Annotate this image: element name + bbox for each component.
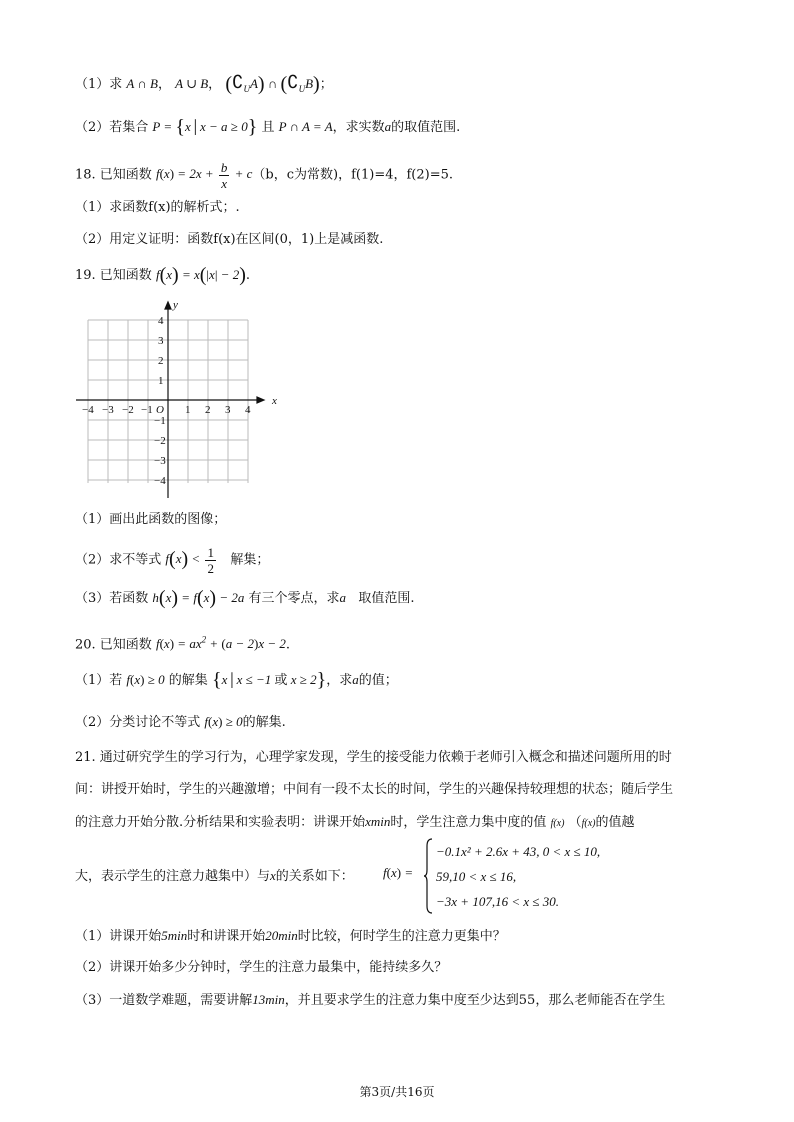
q19-part1: （1）画出此函数的图像； [75, 512, 227, 527]
math-h19: h(x) = f(x) − 2a [152, 587, 245, 609]
q21-part3: （3）一道数学难题，需要讲解13min，并且要求学生的注意力集中度至少达到55，那么老师能否在学生 [75, 992, 666, 1008]
math-set-p: P = {x│x − a ≥ 0} [152, 116, 258, 138]
q20-part1: （1）若 f(x) ≥ 0 的解集 {x│x ≤ −1 或 x ≥ 2}，求a的值； [75, 669, 398, 691]
q19-stem: 19. 已知函数 f(x) = x(|x| − 2). [75, 264, 251, 286]
y-tick-label: 1 [158, 375, 164, 387]
math-solution-set: {x│x ≤ −1 或 x ≥ 2} [211, 669, 327, 691]
piecewise-case-1: −0.1x² + 2.6x + 43, 0 < x ≤ 10, [436, 844, 601, 859]
math-ineq20b: f(x) ≥ 0 [204, 714, 243, 729]
y-tick-label: −3 [154, 455, 166, 467]
q21-part1: （1）讲课开始5min时和讲课开始20min时比较，何时学生的注意力更集中？ [75, 928, 506, 944]
y-tick-label: −4 [154, 475, 166, 487]
q18-part2: （2）用定义证明：函数f(x)在区间(0，1)上是减函数. [75, 232, 384, 247]
q21-line3: 的注意力开始分散.分析结果和实验表明：讲课开始xmin时，学生注意力集中度的值 f(x) （f(x)的值越 [75, 814, 635, 830]
q21-part2: （2）讲课开始多少分钟时，学生的注意力最集中，能持续多久？ [75, 960, 448, 975]
piecewise-brace [423, 838, 433, 914]
math-ineq20: f(x) ≥ 0 [126, 672, 165, 687]
q20-part2: （2）分类讨论不等式 f(x) ≥ 0的解集. [75, 714, 286, 730]
y-axis-arrow [165, 302, 171, 309]
math-complement-intersection: $(∁_UA)$ ∩ $(∁_UB)$ [225, 72, 320, 95]
y-tick-label: 3 [158, 335, 164, 347]
coordinate-grid [74, 298, 284, 503]
q17-part2: （2）若集合 P = {x│x − a ≥ 0} 且 P ∩ A = A，求实数a的取值范围. [75, 116, 461, 138]
math-f18: f(x) = 2x + $\frac{b}{x}$ + c [155, 160, 253, 191]
q18-stem: 18. 已知函数 f(x) = 2x + $\frac{b}{x}$ + c（b，c为常数)，f(1)=4，f(2)=5. [75, 160, 454, 191]
x-tick-label: −1 [141, 404, 153, 416]
piecewise-case-2: 59,10 < x ≤ 16, [436, 869, 517, 884]
math-a-cup-b: A ∪ B [175, 76, 209, 91]
math-a-cap-b: A ∩ B [126, 76, 158, 91]
math-f20: $f(x) = ax^2 + (a - 2)x - 2$ [155, 635, 286, 652]
x-tick-label: −4 [82, 404, 94, 416]
q19-part2: （2）求不等式 f(x) < $\frac{1}{2}$ 解集； [75, 545, 270, 576]
math-fx-label: f(x) = [383, 865, 414, 880]
x-axis-label: x [272, 395, 277, 407]
page-footer: 第3页/共16页 [359, 1085, 435, 1099]
q21-line4: 大，表示学生的注意力越集中）与x的关系如下： [75, 868, 354, 884]
y-axis-label: y [173, 299, 178, 311]
y-tick-label: −1 [154, 415, 166, 427]
q17-part1: （1）求 A ∩ B， A ∪ B， $(∁_UA)$ ∩ $(∁_UB)$； [75, 72, 333, 95]
q21-line1: 21. 通过研究学生的学习行为，心理学家发现，学生的接受能力依赖于老师引入概念和描述问题所用的时 [75, 750, 672, 765]
x-tick-label: 1 [185, 404, 191, 416]
q21-line2: 间：讲授开始时，学生的兴趣激增；中间有一段不太长的时间，学生的兴趣保持较理想的状态；随后学生 [75, 782, 674, 797]
math-inequality19: f(x) < $\frac{1}{2}$ [165, 545, 214, 576]
y-tick-label: −2 [154, 435, 166, 447]
x-tick-label: 2 [205, 404, 211, 416]
y-tick-label: 2 [158, 355, 164, 367]
x-tick-label: −2 [122, 404, 134, 416]
x-tick-label: 3 [225, 404, 231, 416]
y-tick-label: 4 [158, 315, 164, 327]
piecewise-case-3: −3x + 107,16 < x ≤ 30. [436, 894, 559, 909]
q19-part3: （3）若函数 h(x) = f(x) − 2a 有三个零点，求a 取值范围. [75, 587, 415, 609]
x-tick-label: 4 [245, 404, 251, 416]
x-tick-label: −3 [102, 404, 114, 416]
q18-part1: （1）求函数f(x)的解析式；. [75, 200, 240, 215]
q20-stem: 20. 已知函数 $f(x) = ax^2 + (a - 2)x - 2$. [75, 635, 291, 653]
math-p-cap-a: P ∩ A = A [278, 119, 333, 134]
x-axis-arrow [257, 397, 264, 403]
math-f19: f(x) = x(|x| − 2) [155, 264, 246, 286]
origin-label: O [156, 404, 164, 416]
